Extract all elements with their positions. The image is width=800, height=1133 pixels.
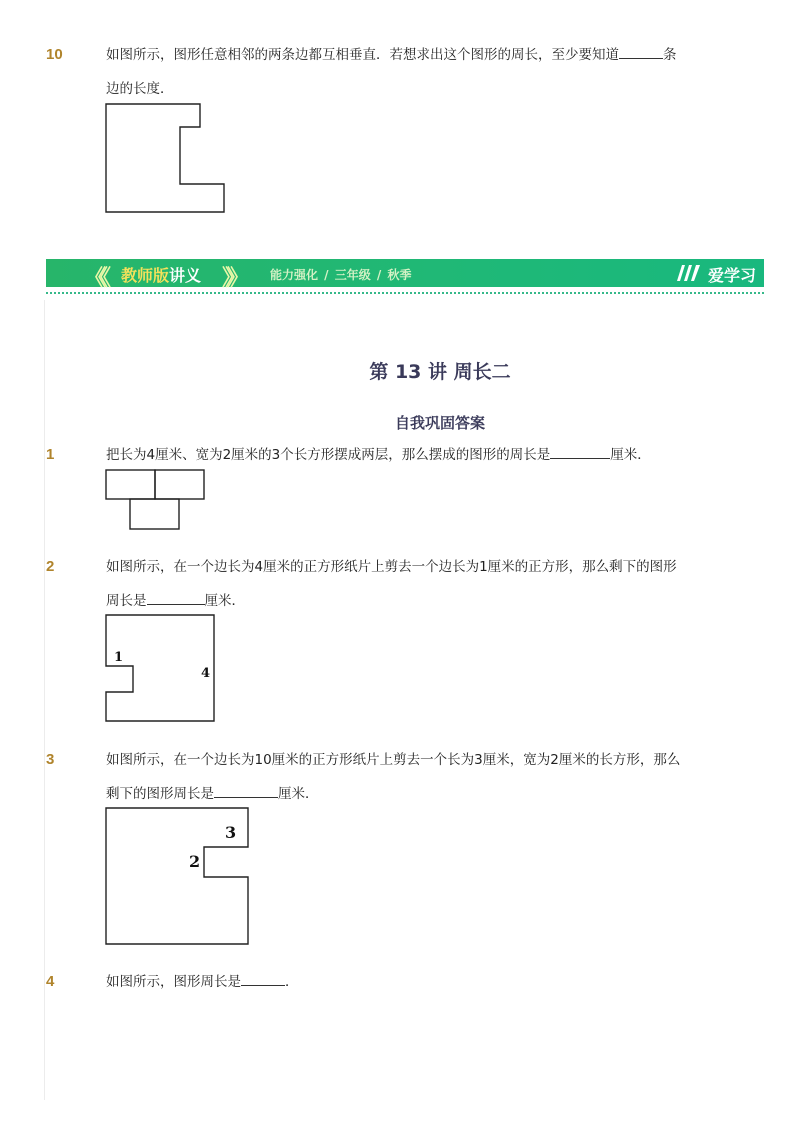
question-2-line2-end: 厘米．	[204, 593, 245, 609]
section-title: 自我巩固答案	[394, 414, 485, 432]
banner-title-part2: 讲义	[169, 266, 202, 285]
label-3: 3	[225, 823, 237, 842]
question-10-line1: 如图所示，图形任意相邻的两条边都互相垂直．若想求出这个图形的周长，至少要知道	[106, 47, 619, 63]
brand-name: 爱学习	[707, 266, 756, 285]
question-1-end: 厘米．	[610, 447, 651, 463]
label-2: 2	[189, 852, 201, 871]
answer-blank	[241, 971, 285, 986]
chevrons-right: 》》	[222, 266, 244, 291]
question-2-line1: 如图所示，在一个边长为4厘米的正方形纸片上剪去一个边长为1厘米的正方形，那么剩下的图形	[106, 559, 677, 575]
question-10-line2: 边的长度．	[106, 81, 174, 97]
question-4-end: ．	[285, 974, 299, 990]
question-number-2: 2	[46, 558, 55, 575]
label-1: 1	[114, 650, 124, 665]
lecture-title: 第 13 讲 周长二	[369, 361, 511, 383]
question-10-line1-end: 条	[663, 47, 677, 63]
question-3-line2-end: 厘米．	[278, 786, 319, 802]
question-number-3: 3	[46, 751, 55, 768]
question-2-line2: 周长是	[106, 593, 147, 609]
chevrons-left: 《《	[84, 266, 106, 291]
banner-title-part1: 教师版	[121, 266, 170, 285]
question-4-text	[106, 965, 746, 999]
question-number-4: 4	[46, 973, 55, 990]
banner-subtitle: 能力强化 / 三年级 / 秋季	[270, 268, 412, 282]
question-1-body: 把长为4厘米、宽为2厘米的3个长方形摆成两层，那么摆成的图形的周长是	[106, 447, 551, 463]
question-number-1: 1	[46, 446, 55, 463]
label-4: 4	[201, 666, 211, 681]
question-3-line1: 如图所示，在一个边长为10厘米的正方形纸片上剪去一个长为3厘米，宽为2厘米的长方形，那么	[106, 752, 681, 768]
question-4-body: 如图所示，图形周长是	[106, 974, 241, 990]
question-number-10: 10	[46, 46, 63, 63]
question-3-line2: 剩下的图形周长是	[106, 786, 214, 802]
